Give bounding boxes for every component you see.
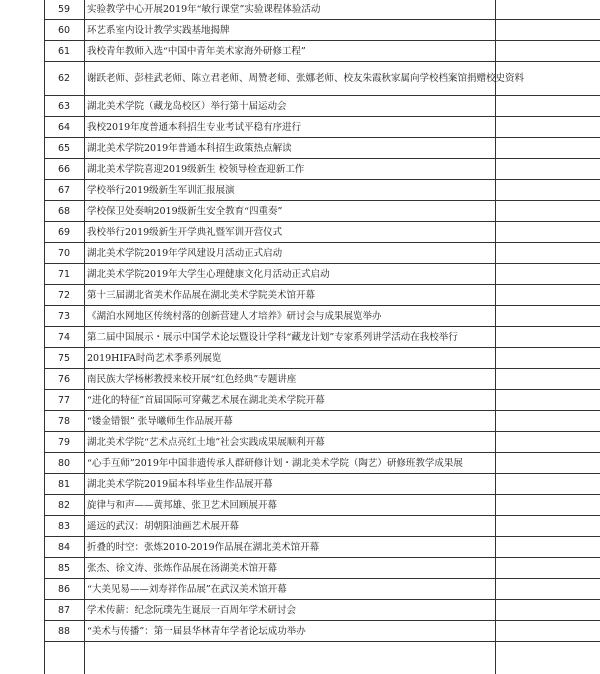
table-row — [44, 20, 600, 41]
row-number: 76 — [57, 373, 71, 385]
table-row — [44, 285, 600, 306]
table-row — [44, 495, 600, 516]
table-row — [44, 327, 600, 348]
table-row — [44, 96, 600, 117]
row-number: 63 — [57, 100, 71, 112]
table-row — [44, 474, 600, 495]
row-title: 折叠的时空：张炼2010-2019作品展在湖北美术馆开幕 — [87, 541, 320, 553]
row-number: 84 — [57, 541, 71, 553]
row-number: 73 — [57, 310, 71, 322]
row-number: 86 — [57, 583, 71, 595]
row-title: 湖北美术学院“艺术点亮红土地”社会实践成果展顺利开幕 — [87, 436, 325, 448]
row-number: 64 — [57, 121, 71, 133]
table-row — [44, 390, 600, 411]
row-number: 68 — [57, 205, 71, 217]
row-title: 第二届中国展示・展示中国学术论坛暨设计学科“藏龙计划”专家系列讲学活动在我校举行 — [87, 331, 458, 343]
table-row — [44, 516, 600, 537]
table-row — [44, 62, 600, 96]
table-row — [44, 138, 600, 159]
row-title: 我校2019年度普通本科招生专业考试平稳有序进行 — [87, 121, 302, 133]
row-title: 环艺系室内设计教学实践基地揭牌 — [87, 24, 230, 36]
table-row — [44, 117, 600, 138]
row-title: 学校保卫处奏响2019级新生安全教育“四重奏” — [87, 205, 283, 217]
row-number: 70 — [57, 247, 71, 259]
table-row — [44, 348, 600, 369]
table-row — [44, 264, 600, 285]
row-title: 湖北美术学院喜迎2019级新生 校领导检查迎新工作 — [87, 163, 305, 175]
row-number: 59 — [57, 3, 71, 15]
group-divider — [495, 284, 600, 285]
table-row — [44, 537, 600, 558]
row-title: “美术与传播”：第一届县华林青年学者论坛成功举办 — [87, 625, 306, 637]
row-number: 74 — [57, 331, 71, 343]
table-row — [44, 159, 600, 180]
row-title: 湖北美术学院2019年普通本科招生政策热点解读 — [87, 142, 292, 154]
row-title: 第十三届湖北省美术作品展在湖北美术学院美术馆开幕 — [87, 289, 316, 301]
row-title: 我校青年教师入选“中国中青年美术家海外研修工程” — [87, 45, 306, 57]
table-row — [44, 600, 600, 621]
row-title: 我校举行2019级新生开学典礼暨军训开营仪式 — [87, 226, 283, 238]
row-title: “进化的特征”首届国际可穿戴艺术展在湖北美术学院开幕 — [87, 394, 325, 406]
row-title: 湖北美术学院2019年学风建设月活动正式启动 — [87, 247, 283, 259]
row-number: 60 — [57, 24, 71, 36]
row-number: 78 — [57, 415, 71, 427]
row-number: 65 — [57, 142, 71, 154]
row-number: 71 — [57, 268, 71, 280]
table-row — [44, 201, 600, 222]
table-row — [44, 411, 600, 432]
row-number: 87 — [57, 604, 71, 616]
table-row — [44, 41, 600, 62]
row-title: 湖北美术学院2019届本科毕业生作品展开幕 — [87, 478, 273, 490]
row-title: “心手互师”2019年中国非遗传承人群研修计划・湖北美术学院（陶艺）研修班教学成果展 — [87, 457, 463, 469]
row-number: 80 — [57, 457, 71, 469]
row-number: 75 — [57, 352, 71, 364]
table-row — [44, 369, 600, 390]
row-number: 83 — [57, 520, 71, 532]
row-number: 66 — [57, 163, 71, 175]
table-row — [44, 0, 600, 20]
row-number: 61 — [57, 45, 71, 57]
table-row — [44, 558, 600, 579]
row-title: 旋律与和声——黄邦雄、张卫艺术回顾展开幕 — [87, 499, 278, 511]
row-title: 实验教学中心开展2019年“敏行课堂”实验课程体验活动 — [87, 3, 321, 15]
row-number: 77 — [57, 394, 71, 406]
row-number: 85 — [57, 562, 71, 574]
row-title: 湖北美术学院2019年大学生心理健康文化月活动正式启动 — [87, 268, 330, 280]
row-number: 67 — [57, 184, 71, 196]
row-number: 88 — [57, 625, 71, 637]
row-number: 82 — [57, 499, 71, 511]
row-title: 《湖泊水网地区传统村落的创新营建人才培养》研讨会与成果展览举办 — [87, 310, 382, 322]
row-title: 遥远的武汉：胡朝阳油画艺术展开幕 — [87, 520, 240, 532]
row-title: 张杰、徐文涛、张炼作品展在汤湖美术馆开幕 — [87, 562, 278, 574]
row-title: 学校举行2019级新生军训汇报展演 — [87, 184, 235, 196]
row-title: 2019HIFA时尚艺术季系列展览 — [87, 352, 222, 364]
table-row — [44, 222, 600, 243]
row-title: “镂金错银” 张导曦师生作品展开幕 — [87, 415, 233, 427]
table-row — [44, 453, 600, 474]
table-row — [44, 621, 600, 642]
table-row — [44, 579, 600, 600]
row-title: 南民族大学杨彬教授来校开展“红色经典”专题讲座 — [87, 373, 297, 385]
table-row — [44, 180, 600, 201]
table-row — [44, 243, 600, 264]
row-number: 69 — [57, 226, 71, 238]
row-title: 学术传薪：纪念阮璞先生诞辰一百周年学术研讨会 — [87, 604, 297, 616]
row-title: 谢跃老师、彭桂武老师、陈立君老师、周赞老师、张娜老师、校友朱霞秋家属向学校档案馆捐赠校史资料 — [87, 73, 525, 84]
table-row — [44, 306, 600, 327]
row-title: “大美见易——刘寿祥作品展”在武汉美术馆开幕 — [87, 583, 287, 595]
row-number: 62 — [57, 73, 71, 84]
table-row — [44, 432, 600, 453]
row-number: 81 — [57, 478, 71, 490]
row-title: 湖北美术学院（藏龙岛校区）举行第十届运动会 — [87, 100, 287, 112]
row-number: 72 — [57, 289, 71, 301]
row-number: 79 — [57, 436, 71, 448]
